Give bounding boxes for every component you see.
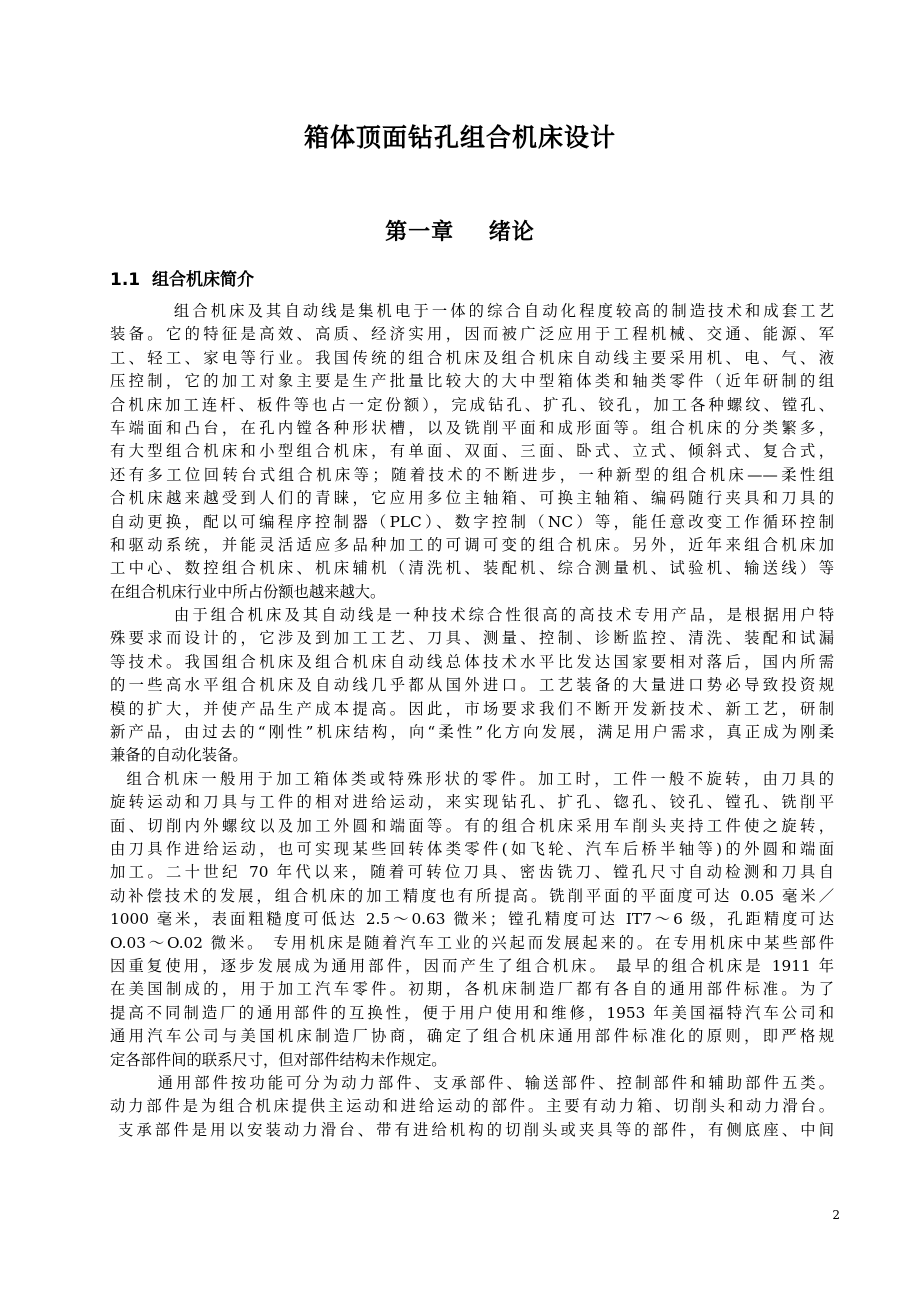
body-line: 动力部件是为组合机床提供主运动和进给运动的部件。主要有动力箱、切削头和动力滑台。 <box>110 1097 834 1116</box>
body-line: 工、轻工、家电等行业。我国传统的组合机床及组合机床自动线主要采用机、电、气、液 <box>110 348 834 367</box>
chapter-title: 第一章 绪论 <box>385 220 535 245</box>
body-line: 兼备的自动化装备。 <box>110 746 248 765</box>
body-line: 等技术。我国组合机床及组合机床自动线总体技术水平比发达国家要相对落后，国内所需 <box>110 652 834 671</box>
body-line: 在组合机床行业中所占份额也越来越大。 <box>110 582 386 601</box>
body-line: 1000 毫米，表面粗糙度可低达 2.5～0.63 微米；镗孔精度可达 IT7～6 级，孔距精度可达 <box>110 910 834 929</box>
body-line: 支承部件是用以安装动力滑台、带有进给机构的切削头或夹具等的部件，有侧底座、中间 <box>110 1120 834 1139</box>
body-line: 还有多工位回转台式组合机床等；随着技术的不断进步，一种新型的组合机床——柔性组 <box>110 465 834 484</box>
body-line: 加工。二十世纪 70 年代以来，随着可转位刀具、密齿铣刀、镗孔尺寸自动检测和刀具自 <box>110 863 834 882</box>
body-line: 自动更换，配以可编程序控制器（PLC）、数字控制（NC）等，能任意改变工作循环控制 <box>110 512 834 531</box>
body-line: 动补偿技术的发展，组合机床的加工精度也有所提高。铣削平面的平面度可达 0.05 毫米／ <box>110 886 834 905</box>
body-line: 工中心、数控组合机床、机床辅机（清洗机、装配机、综合测量机、试验机、输送线）等 <box>110 559 834 578</box>
body-line: 面、切削内外螺纹以及加工外圆和端面等。有的组合机床采用车削头夹持工件使之旋转， <box>110 816 834 835</box>
body-line: 有大型组合机床和小型组合机床，有单面、双面、三面、卧式、立式、倾斜式、复合式， <box>110 442 834 461</box>
body-line: 定各部件间的联系尺寸，但对部件结构未作规定。 <box>110 1050 447 1069</box>
body-line: 通用汽车公司与美国机床制造厂协商，确定了组合机床通用部件标准化的原则，即严格规 <box>110 1027 834 1046</box>
body-line: 由于组合机床及其自动线是一种技术综合性很高的高技术专用产品，是根据用户特 <box>110 606 834 625</box>
section-heading: 1.1 组合机床简介 <box>110 270 254 290</box>
body-line: 由刀具作进给运动，也可实现某些回转体类零件(如飞轮、汽车后桥半轴等)的外圆和端面 <box>110 839 834 858</box>
body-line: 因重复使用，逐步发展成为通用部件，因而产生了组合机床。 最早的组合机床是 1911 年 <box>110 956 834 975</box>
body-line: 合机床加工连杆、板件等也占一定份额），完成钻孔、扩孔、铰孔，加工各种螺纹、镗孔、 <box>110 395 834 414</box>
body-line: 在美国制成的，用于加工汽车零件。初期，各机床制造厂都有各自的通用部件标准。为了 <box>110 980 834 999</box>
body-line: 通用部件按功能可分为动力部件、支承部件、输送部件、控制部件和辅助部件五类。 <box>110 1073 834 1092</box>
body-line: 压控制，它的加工对象主要是生产批量比较大的大中型箱体类和轴类零件（近年研制的组 <box>110 372 834 391</box>
body-line: 模的扩大，并使产品生产成本提高。因此，市场要求我们不断开发新技术、新工艺，研制 <box>110 699 834 718</box>
body-line: O.03～O.02 微米。 专用机床是随着汽车工业的兴起而发展起来的。在专用机床中某些部件 <box>110 933 834 952</box>
body-line: 殊要求而设计的，它涉及到加工工艺、刀具、测量、控制、诊断监控、清洗、装配和试漏 <box>110 629 834 648</box>
body-line: 组合机床一般用于加工箱体类或特殊形状的零件。加工时，工件一般不旋转，由刀具的 <box>110 769 834 788</box>
body-line: 新产品，由过去的“刚性”机床结构，向“柔性”化方向发展，满足用户需求，真正成为刚柔 <box>110 723 834 742</box>
body-line: 提高不同制造厂的通用部件的互换性，便于用户使用和维修，1953 年美国福特汽车公司和 <box>110 1003 834 1022</box>
body-line: 的一些高水平组合机床及自动线几乎都从国外进口。工艺装备的大量进口势必导致投资规 <box>110 676 834 695</box>
body-line: 组合机床及其自动线是集机电于一体的综合自动化程度较高的制造技术和成套工艺 <box>110 302 834 320</box>
body-line: 合机床越来越受到人们的青睐，它应用多位主轴箱、可换主轴箱、编码随行夹具和刀具的 <box>110 489 834 508</box>
body-line: 和驱动系统，并能灵活适应多品种加工的可调可变的组合机床。另外，近年来组合机床加 <box>110 535 834 554</box>
body-line: 装备。它的特征是高效、高质、经济实用，因而被广泛应用于工程机械、交通、能源、军 <box>110 325 834 344</box>
page-number: 2 <box>832 1208 840 1222</box>
body-text <box>110 300 834 1142</box>
document-title: 箱体顶面钻孔组合机床设计 <box>303 123 616 152</box>
body-line: 旋转运动和刀具与工件的相对进给运动，来实现钻孔、扩孔、锪孔、铰孔、镗孔、铣削平 <box>110 793 834 812</box>
body-line: 车端面和凸台，在孔内镗各种形状槽，以及铣削平面和成形面等。组合机床的分类繁多， <box>110 418 834 437</box>
